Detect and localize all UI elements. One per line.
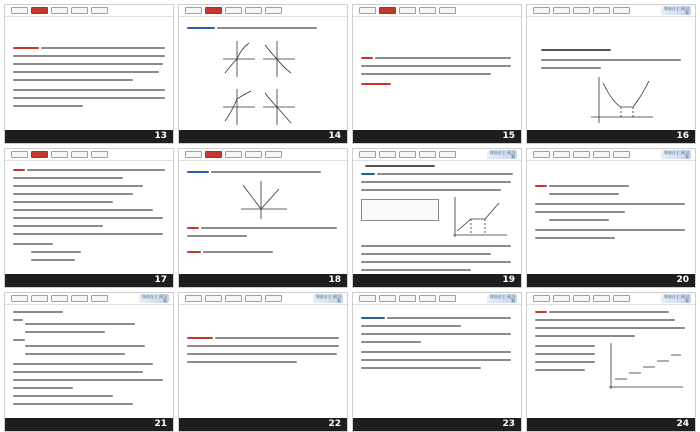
slide-thumbnail-17[interactable] [4,148,174,288]
slide-header [353,5,521,17]
slide-content [353,161,521,274]
slide-number: 18 [328,275,341,285]
nav-tab [185,295,202,302]
nav-tabs [533,295,630,302]
slide-footer [5,130,173,143]
nav-tab [91,151,108,158]
nav-tabs [533,151,630,158]
slide-thumbnail-20[interactable] [526,148,696,288]
nav-tab [379,295,396,302]
slide-content [5,161,173,274]
slide-thumbnail-18[interactable] [178,148,348,288]
nav-tabs [185,151,282,158]
nav-tab-active [205,7,222,14]
nav-tab [399,7,416,14]
nav-tab [91,295,108,302]
nav-tab [439,295,456,302]
slide-content [179,161,347,274]
stair-step-graph-figure [605,341,685,391]
function-graph-options-figure [219,37,299,131]
corner-badge [139,294,169,303]
nav-tab [613,151,630,158]
nav-tab [11,151,28,158]
nav-tab-active [31,151,48,158]
nav-tab [71,7,88,14]
slide-header [179,293,347,305]
nav-tab [593,7,610,14]
slide-thumbnail-21[interactable] [4,292,174,432]
slide-thumbnail-13[interactable] [4,4,174,144]
nav-tab [573,151,590,158]
corner-badge-text: 课前自主 预习案 [489,150,515,159]
slide-footer [353,274,521,287]
slide-number: 17 [154,275,167,285]
slide-header [353,149,521,161]
nav-tab [185,151,202,158]
nav-tab [265,295,282,302]
slide-footer [527,418,695,431]
slide-footer [353,418,521,431]
slide-number: 21 [154,419,167,429]
nav-tab [71,295,88,302]
slide-footer [5,418,173,431]
slide-content [527,17,695,130]
slide-footer [5,274,173,287]
slide-footer [527,130,695,143]
nav-tab [553,7,570,14]
nav-tab [51,151,68,158]
slide-header [5,293,173,305]
corner-badge-text: 课前自主 预习案 [141,294,167,303]
nav-tab [91,7,108,14]
data-table-figure [361,199,439,221]
slide-footer [179,130,347,143]
nav-tab [225,7,242,14]
nav-tab [245,7,262,14]
slide-thumbnail-23[interactable] [352,292,522,432]
nav-tab [553,151,570,158]
nav-tab [533,7,550,14]
slide-header [527,149,695,161]
slide-number: 20 [676,275,689,285]
corner-badge [661,150,691,159]
slide-header [353,293,521,305]
nav-tab [71,151,88,158]
slide-thumbnail-14[interactable] [178,4,348,144]
nav-tab [185,7,202,14]
slide-number: 16 [676,131,689,141]
nav-tab [593,295,610,302]
corner-badge [487,294,517,303]
nav-tabs [533,7,630,14]
nav-tab-active [379,7,396,14]
slide-content [179,17,347,130]
nav-tab [359,7,376,14]
slide-content [353,305,521,418]
slide-footer [179,418,347,431]
nav-tab [225,151,242,158]
nav-tab [419,7,436,14]
slide-footer [527,274,695,287]
slide-footer [179,274,347,287]
slide-thumbnail-22[interactable] [178,292,348,432]
nav-tabs [11,295,108,302]
corner-badge-text: 课前自主 预习案 [489,294,515,303]
nav-tab [11,295,28,302]
nav-tab [533,295,550,302]
slide-thumbnail-15[interactable] [352,4,522,144]
nav-tab [51,295,68,302]
slide-number: 22 [328,419,341,429]
corner-badge-text: 课前自主 预习案 [663,150,689,159]
nav-tabs [359,151,456,158]
nav-tab [379,151,396,158]
slide-header [5,149,173,161]
nav-tabs [185,7,282,14]
step-graph-figure [449,195,509,239]
slide-number: 13 [154,131,167,141]
slide-content [5,17,173,130]
nav-tabs [185,295,282,302]
slide-number: 14 [328,131,341,141]
nav-tab [245,151,262,158]
slide-content [353,17,521,130]
corner-badge [313,294,343,303]
nav-tab [359,151,376,158]
nav-tab [613,7,630,14]
corner-badge [487,150,517,159]
slide-thumbnail-19[interactable] [352,148,522,288]
nav-tab [613,295,630,302]
slide-footer [353,130,521,143]
nav-tab [51,7,68,14]
nav-tabs [359,7,456,14]
nav-tab [419,295,436,302]
slide-header [527,5,695,17]
slide-content [5,305,173,418]
slide-number: 24 [676,419,689,429]
nav-tab [11,7,28,14]
nav-tabs [11,151,108,158]
nav-tab [439,7,456,14]
corner-badge-text: 课前自主 预习案 [663,294,689,303]
slide-thumbnail-24[interactable] [526,292,696,432]
slide-content [179,305,347,418]
nav-tab [399,151,416,158]
corner-badge-text: 课前自主 预习案 [663,6,689,15]
slide-number: 19 [502,275,515,285]
slide-number: 15 [502,131,515,141]
nav-tabs [359,295,456,302]
nav-tab [359,295,376,302]
nav-tab [553,295,570,302]
nav-tab [533,151,550,158]
nav-tab [573,7,590,14]
nav-tab [245,295,262,302]
slide-header [5,5,173,17]
slide-header [179,5,347,17]
corner-badge [661,6,691,15]
nav-tab [265,151,282,158]
line-graph-figure [239,179,289,221]
nav-tab [399,295,416,302]
piecewise-graph-figure [587,73,657,125]
nav-tab-active [205,151,222,158]
corner-badge-text: 课前自主 预习案 [315,294,341,303]
slide-number: 23 [502,419,515,429]
nav-tab [419,151,436,158]
corner-badge [661,294,691,303]
slide-content [527,161,695,274]
nav-tab [439,151,456,158]
nav-tab [573,295,590,302]
nav-tab [225,295,242,302]
slide-header [527,293,695,305]
slide-content [527,305,695,418]
nav-tab [31,295,48,302]
slide-header [179,149,347,161]
slide-thumbnail-16[interactable] [526,4,696,144]
nav-tab [593,151,610,158]
nav-tab [205,295,222,302]
nav-tabs [11,7,108,14]
nav-tab [265,7,282,14]
nav-tab-active [31,7,48,14]
